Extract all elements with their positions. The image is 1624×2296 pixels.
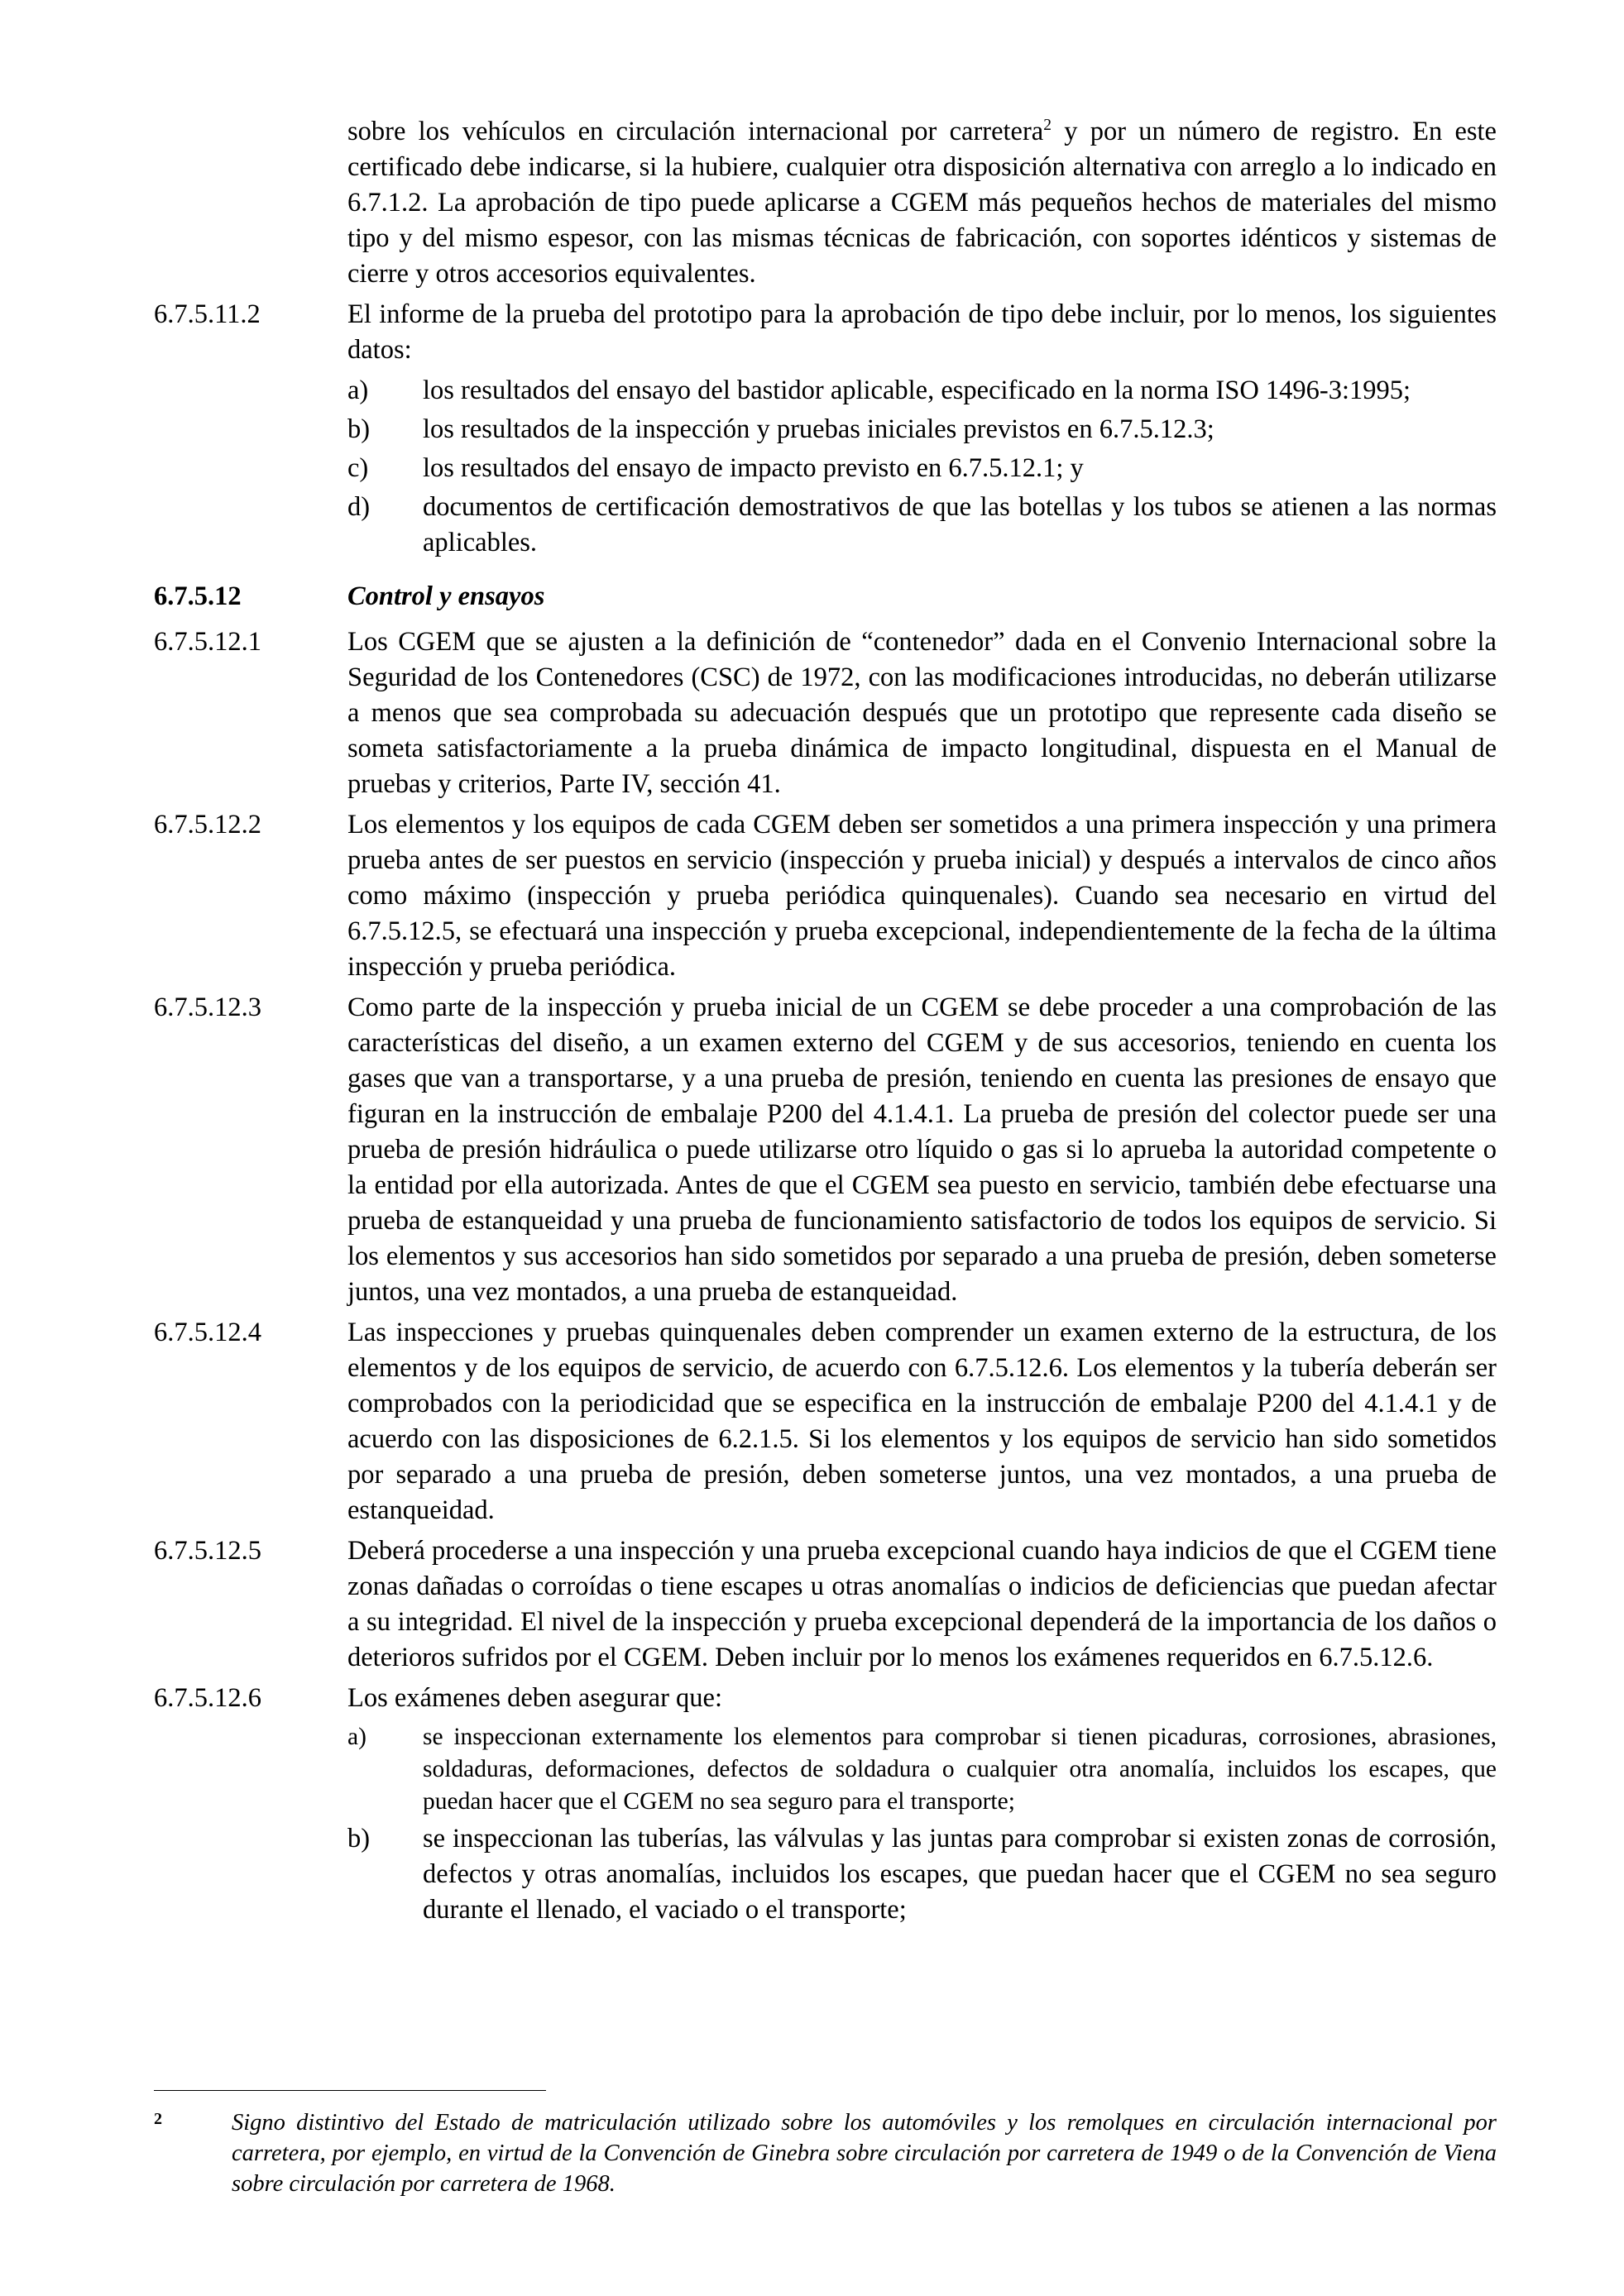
section-number: 6.7.5.12.5 [154, 1536, 261, 1566]
section-heading-6-7-5-12 [154, 579, 1497, 615]
section-6-7-5-12-3 [154, 990, 1497, 1310]
list-item-label: b) [347, 414, 371, 444]
list-6-7-5-11-2 [154, 373, 1497, 561]
section-number: 6.7.5.12.6 [154, 1683, 261, 1713]
list-item-text: los resultados de la inspección y pruebas iniciales previstos en 6.7.5.12.3; [423, 414, 1214, 444]
section-text: Los exámenes deben asegurar que: [347, 1683, 723, 1713]
list-item-label: d) [347, 492, 371, 522]
document-body [154, 114, 1497, 1930]
list-item [347, 373, 1497, 409]
footnote [154, 2107, 1497, 2199]
list-item [347, 412, 1497, 447]
list-item-label: a) [347, 375, 369, 405]
section-text: Los elementos y los equipos de cada CGEM deben ser sometidos a una primera inspección y una primera prueba antes de ser puestos en servicio (inspección y prueba inicial) y después a intervalos de cinco años como máximo (inspección y prueba periódica quinquenales). Cuando sea necesario en virtud del 6.7.5.12.5, se efectuará una inspección y prueba excepcional, independientemente de la fecha de la última inspección y prueba periódica. [347, 810, 1497, 982]
list-item-text: se inspeccionan las tuberías, las válvulas y las juntas para comprobar si existen zonas de corrosión, defectos y otras anomalías, incluidos los escapes, que puedan hacer que el CGEM no sea seguro durante el llenado, el vaciado o el transporte; [423, 1824, 1497, 1925]
section-text: Como parte de la inspección y prueba inicial de un CGEM se debe proceder a una comprobación de las características del diseño, a un examen externo del CGEM y de sus accesorios, teniendo en cuenta los gases que van a transportarse, y a una prueba de presión, teniendo en cuenta las presiones de ensayo que figuran en la instrucción de embalaje P200 del 4.1.4.1. La prueba de presión del colector puede ser una prueba de presión hidráulica o puede utilizarse otro líquido o gas si lo aprueba la autoridad competente o la entidad por ella autorizada. Antes de que el CGEM sea puesto en servicio, también debe efectuarse una prueba de estanqueidad y una prueba de funcionamiento satisfactorio de todos los equipos de servicio. Si los elementos y sus accesorios han sido sometidos por separado a una prueba de presión, deben someterse juntos, una vez montados, a una prueba de estanqueidad. [347, 993, 1497, 1307]
list-item-text: documentos de certificación demostrativos de que las botellas y los tubos se atienen a las normas aplicables. [423, 492, 1497, 557]
footnote-reference[interactable]: 2 [1043, 117, 1052, 135]
section-6-7-5-11-2 [154, 297, 1497, 368]
section-number: 6.7.5.11.2 [154, 299, 261, 329]
footnote-mark: 2 [154, 2110, 162, 2128]
heading-number: 6.7.5.12 [154, 581, 242, 611]
section-6-7-5-12-6 [154, 1681, 1497, 1716]
list-item-text: los resultados del ensayo del bastidor aplicable, especificado en la norma ISO 1496-3:1995; [423, 375, 1411, 405]
heading-title: Control y ensayos [347, 581, 545, 611]
list-item-label: c) [347, 453, 369, 483]
section-text: Las inspecciones y pruebas quinquenales deben comprender un examen externo de la estructura, de los elementos y de los equipos de servicio, de acuerdo con 6.7.5.12.6. Los elementos y la tubería deberán ser comprobados con la periodicidad que se especifica en la instrucción de embalaje P200 del 4.1.4.1 y de acuerdo con las disposiciones de 6.2.1.5. Si los elementos y los equipos de servicio han sido sometidos por separado a una prueba de presión, deben someterse juntos, una vez montados, a una prueba de estanqueidad. [347, 1318, 1497, 1525]
section-text: Deberá procederse a una inspección y una prueba excepcional cuando haya indicios de que el CGEM tiene zonas dañadas o corroídas o tiene escapes u otras anomalías o indicios de deficiencias que puedan afectar a su integridad. El nivel de la inspección y prueba excepcional dependerá de la importancia de los daños o deterioros sufridos por el CGEM. Deben incluir por lo menos los exámenes requeridos en 6.7.5.12.6. [347, 1536, 1497, 1672]
list-6-7-5-12-6 [154, 1721, 1497, 1928]
list-item-label: b) [347, 1824, 371, 1854]
list-item-label: a) [347, 1724, 366, 1750]
section-6-7-5-12-5 [154, 1533, 1497, 1676]
list-item-text: se inspeccionan externamente los elementos para comprobar si tienen picaduras, corrosiones, abrasiones, soldaduras, deformaciones, defectos de soldadura o cualquier otra anomalía, incluidos los escapes, que puedan hacer que el CGEM no sea seguro para el transporte; [423, 1724, 1497, 1815]
section-6-7-5-12-2 [154, 807, 1497, 985]
section-text: Los CGEM que se ajusten a la definición de “contenedor” dada en el Convenio Internacional sobre la Seguridad de los Contenedores (CSC) de 1972, con las modificaciones introducidas, no deberán utilizarse a menos que sea comprobada su adecuación después que un prototipo que represente cada diseño se someta satisfactoriamente a la prueba dinámica de impacto longitudinal, dispuesta en el Manual de pruebas y criterios, Parte IV, sección 41. [347, 627, 1497, 799]
section-number: 6.7.5.12.4 [154, 1318, 261, 1347]
list-item [347, 1721, 1497, 1818]
footnote-text: Signo distintivo del Estado de matriculación utilizado sobre los automóviles y los remolques en circulación internacional por carretera, por ejemplo, en virtud de la Convención de Ginebra sobre circulación por carretera de 1949 o de la Convención de Viena sobre circulación por carretera de 1968. [232, 2110, 1497, 2197]
list-item-text: los resultados del ensayo de impacto previsto en 6.7.5.12.1; y [423, 453, 1084, 483]
continuation-text-end: y por un número de registro. En este certificado debe indicarse, si la hubiere, cualquier otra disposición alternativa con arreglo a lo indicado en 6.7.1.2. La aprobación de tipo puede aplicarse a CGEM más pequeños hechos de materiales del mismo tipo y del mismo espesor, con las mismas técnicas de fabricación, con soportes idénticos y sistemas de cierre y otros accesorios equivalentes. [347, 117, 1497, 289]
section-number: 6.7.5.12.3 [154, 993, 261, 1022]
section-number: 6.7.5.12.1 [154, 627, 261, 657]
section-6-7-5-12-1 [154, 624, 1497, 802]
footnote-separator [154, 2090, 546, 2091]
section-number: 6.7.5.12.2 [154, 810, 261, 839]
continuation-text-start: sobre los vehículos en circulación internacional por carretera [347, 117, 1044, 146]
list-item [347, 1821, 1497, 1928]
list-item [347, 451, 1497, 486]
paragraph-continuation [154, 114, 1497, 292]
list-item [347, 490, 1497, 561]
section-text: El informe de la prueba del prototipo para la aprobación de tipo debe incluir, por lo menos, los siguientes datos: [347, 299, 1497, 365]
section-6-7-5-12-4 [154, 1315, 1497, 1528]
